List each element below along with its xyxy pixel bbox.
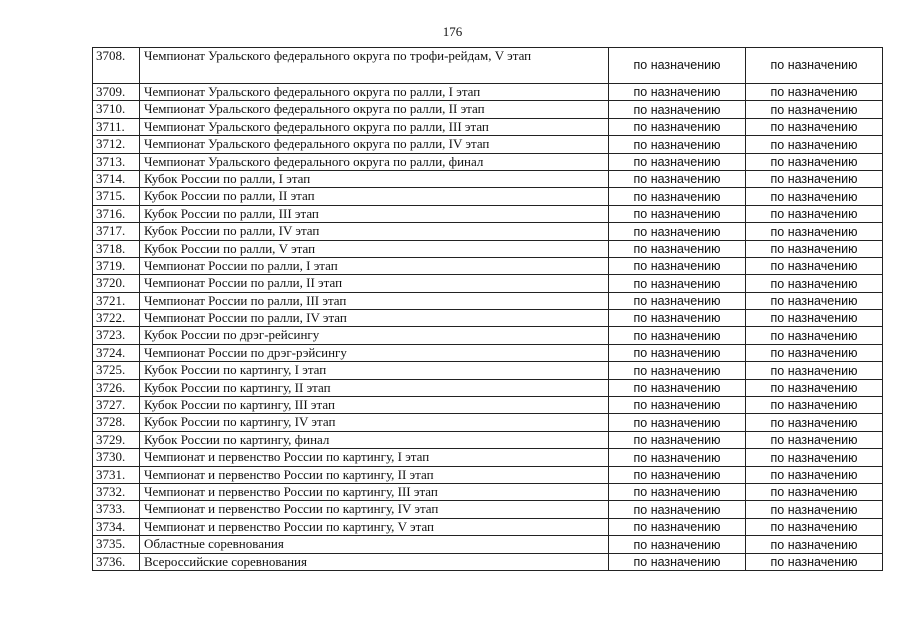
row-number: 3735. bbox=[93, 536, 140, 553]
assignment-cell: по назначению bbox=[609, 466, 746, 483]
assignment-cell: по назначению bbox=[609, 153, 746, 170]
row-number: 3722. bbox=[93, 310, 140, 327]
table-row bbox=[93, 101, 883, 118]
assignment-cell: по назначению bbox=[609, 205, 746, 222]
row-number: 3732. bbox=[93, 483, 140, 500]
row-number: 3728. bbox=[93, 414, 140, 431]
assignment-cell: по назначению bbox=[609, 501, 746, 518]
assignment-cell: по назначению bbox=[746, 518, 883, 535]
event-name: Кубок России по ралли, III этап bbox=[140, 205, 609, 222]
event-name: Чемпионат и первенство России по картингу, II этап bbox=[140, 466, 609, 483]
table-row bbox=[93, 292, 883, 309]
table-row bbox=[93, 188, 883, 205]
assignment-cell: по назначению bbox=[746, 414, 883, 431]
events-table-body bbox=[93, 48, 883, 571]
row-number: 3726. bbox=[93, 379, 140, 396]
event-name: Чемпионат и первенство России по картингу, V этап bbox=[140, 518, 609, 535]
assignment-cell: по назначению bbox=[609, 170, 746, 187]
event-name: Всероссийские соревнования bbox=[140, 553, 609, 570]
assignment-cell: по назначению bbox=[746, 431, 883, 448]
assignment-cell: по назначению bbox=[746, 136, 883, 153]
row-number: 3708. bbox=[93, 48, 140, 84]
event-name: Чемпионат России по дрэг-рэйсингу bbox=[140, 344, 609, 361]
assignment-cell: по назначению bbox=[746, 449, 883, 466]
table-row bbox=[93, 205, 883, 222]
table-row bbox=[93, 240, 883, 257]
assignment-cell: по назначению bbox=[746, 205, 883, 222]
event-name: Кубок России по ралли, V этап bbox=[140, 240, 609, 257]
assignment-cell: по назначению bbox=[609, 518, 746, 535]
assignment-cell: по назначению bbox=[746, 344, 883, 361]
table-row bbox=[93, 223, 883, 240]
row-number: 3731. bbox=[93, 466, 140, 483]
assignment-cell: по назначению bbox=[746, 101, 883, 118]
row-number: 3714. bbox=[93, 170, 140, 187]
event-name: Кубок России по ралли, II этап bbox=[140, 188, 609, 205]
assignment-cell: по назначению bbox=[746, 257, 883, 274]
event-name: Чемпионат Уральского федерального округа по ралли, IV этап bbox=[140, 136, 609, 153]
table-row bbox=[93, 118, 883, 135]
assignment-cell: по назначению bbox=[746, 48, 883, 84]
event-name: Кубок России по картингу, финал bbox=[140, 431, 609, 448]
row-number: 3733. bbox=[93, 501, 140, 518]
row-number: 3719. bbox=[93, 257, 140, 274]
assignment-cell: по назначению bbox=[609, 292, 746, 309]
assignment-cell: по назначению bbox=[746, 536, 883, 553]
assignment-cell: по назначению bbox=[609, 379, 746, 396]
row-number: 3712. bbox=[93, 136, 140, 153]
assignment-cell: по назначению bbox=[746, 553, 883, 570]
event-name: Чемпионат России по ралли, III этап bbox=[140, 292, 609, 309]
assignment-cell: по назначению bbox=[609, 449, 746, 466]
assignment-cell: по назначению bbox=[609, 188, 746, 205]
row-number: 3713. bbox=[93, 153, 140, 170]
events-table bbox=[92, 47, 883, 571]
assignment-cell: по назначению bbox=[609, 362, 746, 379]
assignment-cell: по назначению bbox=[746, 501, 883, 518]
assignment-cell: по назначению bbox=[609, 414, 746, 431]
event-name: Кубок России по картингу, III этап bbox=[140, 397, 609, 414]
table-row bbox=[93, 170, 883, 187]
table-row bbox=[93, 397, 883, 414]
table-row bbox=[93, 431, 883, 448]
event-name: Чемпионат Уральского федерального округа по ралли, III этап bbox=[140, 118, 609, 135]
event-name: Чемпионат Уральского федерального округа по ралли, II этап bbox=[140, 101, 609, 118]
assignment-cell: по назначению bbox=[609, 553, 746, 570]
table-row bbox=[93, 84, 883, 101]
assignment-cell: по назначению bbox=[609, 483, 746, 500]
assignment-cell: по назначению bbox=[746, 483, 883, 500]
assignment-cell: по назначению bbox=[746, 466, 883, 483]
event-name: Кубок России по ралли, IV этап bbox=[140, 223, 609, 240]
event-name: Кубок России по картингу, I этап bbox=[140, 362, 609, 379]
assignment-cell: по назначению bbox=[609, 84, 746, 101]
table-row bbox=[93, 136, 883, 153]
table-row bbox=[93, 536, 883, 553]
table-row bbox=[93, 518, 883, 535]
row-number: 3730. bbox=[93, 449, 140, 466]
row-number: 3729. bbox=[93, 431, 140, 448]
event-name: Кубок России по картингу, IV этап bbox=[140, 414, 609, 431]
event-name: Областные соревнования bbox=[140, 536, 609, 553]
row-number: 3715. bbox=[93, 188, 140, 205]
assignment-cell: по назначению bbox=[609, 136, 746, 153]
table-row bbox=[93, 483, 883, 500]
table-row bbox=[93, 257, 883, 274]
assignment-cell: по назначению bbox=[609, 397, 746, 414]
row-number: 3710. bbox=[93, 101, 140, 118]
event-name: Кубок России по ралли, I этап bbox=[140, 170, 609, 187]
assignment-cell: по назначению bbox=[746, 275, 883, 292]
page-number: 176 bbox=[442, 24, 463, 39]
assignment-cell: по назначению bbox=[609, 275, 746, 292]
assignment-cell: по назначению bbox=[609, 327, 746, 344]
assignment-cell: по назначению bbox=[609, 101, 746, 118]
row-number: 3721. bbox=[93, 292, 140, 309]
table-row bbox=[93, 153, 883, 170]
table-row bbox=[93, 414, 883, 431]
assignment-cell: по назначению bbox=[609, 310, 746, 327]
table-row bbox=[93, 449, 883, 466]
assignment-cell: по назначению bbox=[609, 48, 746, 84]
row-number: 3718. bbox=[93, 240, 140, 257]
assignment-cell: по назначению bbox=[609, 536, 746, 553]
table-row bbox=[93, 48, 883, 84]
assignment-cell: по назначению bbox=[746, 170, 883, 187]
row-number: 3709. bbox=[93, 84, 140, 101]
row-number: 3724. bbox=[93, 344, 140, 361]
event-name: Чемпионат и первенство России по картингу, IV этап bbox=[140, 501, 609, 518]
assignment-cell: по назначению bbox=[609, 431, 746, 448]
event-name: Чемпионат Уральского федерального округа по трофи-рейдам, V этап bbox=[140, 48, 609, 84]
event-name: Чемпионат России по ралли, I этап bbox=[140, 257, 609, 274]
table-row bbox=[93, 466, 883, 483]
assignment-cell: по назначению bbox=[746, 84, 883, 101]
assignment-cell: по назначению bbox=[609, 257, 746, 274]
row-number: 3725. bbox=[93, 362, 140, 379]
table-row bbox=[93, 379, 883, 396]
table-row bbox=[93, 553, 883, 570]
table-row bbox=[93, 362, 883, 379]
row-number: 3734. bbox=[93, 518, 140, 535]
event-name: Чемпионат России по ралли, IV этап bbox=[140, 310, 609, 327]
assignment-cell: по назначению bbox=[746, 240, 883, 257]
event-name: Чемпионат и первенство России по картингу, III этап bbox=[140, 483, 609, 500]
assignment-cell: по назначению bbox=[746, 153, 883, 170]
row-number: 3717. bbox=[93, 223, 140, 240]
row-number: 3720. bbox=[93, 275, 140, 292]
assignment-cell: по назначению bbox=[746, 310, 883, 327]
assignment-cell: по назначению bbox=[746, 327, 883, 344]
table-row bbox=[93, 501, 883, 518]
table-row bbox=[93, 275, 883, 292]
assignment-cell: по назначению bbox=[746, 223, 883, 240]
assignment-cell: по назначению bbox=[746, 397, 883, 414]
assignment-cell: по назначению bbox=[609, 344, 746, 361]
table-row bbox=[93, 327, 883, 344]
assignment-cell: по назначению bbox=[746, 379, 883, 396]
event-name: Кубок России по дрэг-рейсингу bbox=[140, 327, 609, 344]
event-name: Чемпионат Уральского федерального округа по ралли, финал bbox=[140, 153, 609, 170]
table-row bbox=[93, 344, 883, 361]
row-number: 3711. bbox=[93, 118, 140, 135]
row-number: 3736. bbox=[93, 553, 140, 570]
assignment-cell: по назначению bbox=[746, 188, 883, 205]
assignment-cell: по назначению bbox=[746, 292, 883, 309]
event-name: Чемпионат и первенство России по картингу, I этап bbox=[140, 449, 609, 466]
event-name: Чемпионат России по ралли, II этап bbox=[140, 275, 609, 292]
assignment-cell: по назначению bbox=[746, 118, 883, 135]
assignment-cell: по назначению bbox=[609, 240, 746, 257]
row-number: 3723. bbox=[93, 327, 140, 344]
row-number: 3727. bbox=[93, 397, 140, 414]
event-name: Кубок России по картингу, II этап bbox=[140, 379, 609, 396]
event-name: Чемпионат Уральского федерального округа по ралли, I этап bbox=[140, 84, 609, 101]
assignment-cell: по назначению bbox=[746, 362, 883, 379]
assignment-cell: по назначению bbox=[609, 223, 746, 240]
table-row bbox=[93, 310, 883, 327]
assignment-cell: по назначению bbox=[609, 118, 746, 135]
row-number: 3716. bbox=[93, 205, 140, 222]
